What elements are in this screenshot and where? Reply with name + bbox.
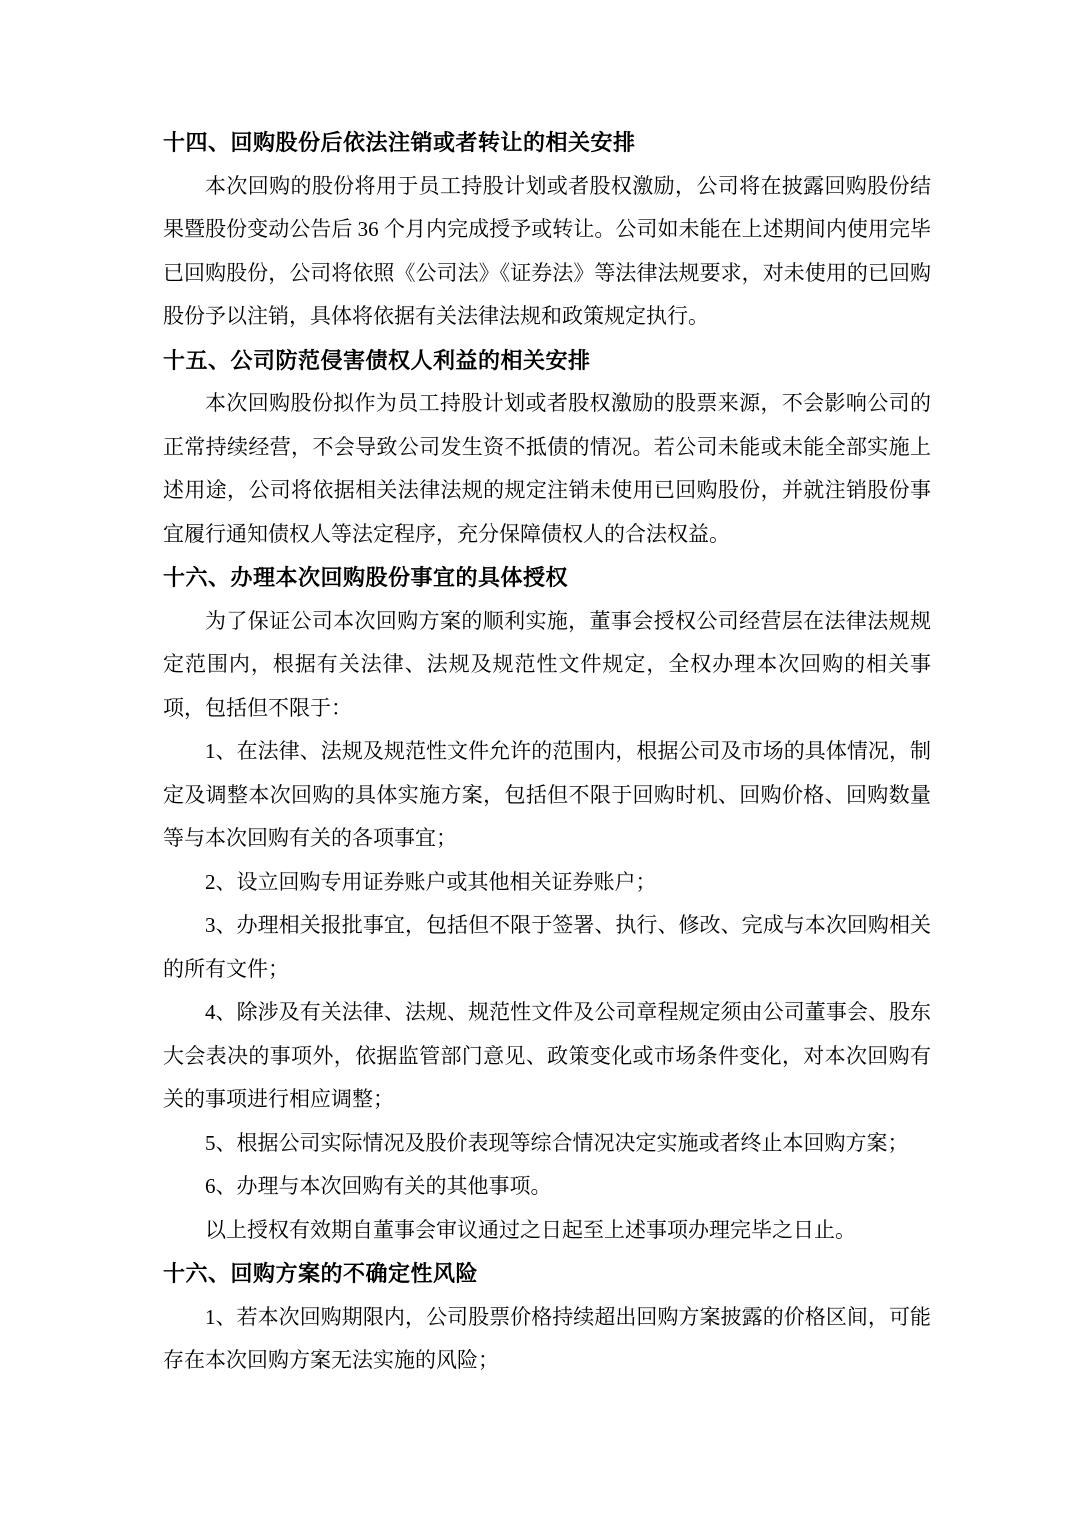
section-14-paragraph: 本次回购的股份将用于员工持股计划或者股权激励，公司将在披露回购股份结果暨股份变动公告后 36 个月内完成授予或转让。公司如未能在上述期间内使用完毕已回购股份，公司将依照《公司法》《证券法》等法律法规要求，对未使用的已回购股份予以注销，具体将依据有关法律法规和政策规定执行。: [163, 173, 931, 328]
section-heading-16-risk: 十六、回购方案的不确定性风险: [163, 1261, 479, 1286]
authorization-item-4: 4、除涉及有关法律、法规、规范性文件及公司章程规定须由公司董事会、股东大会表决的事项外，依据监管部门意见、政策变化或市场条件变化，对本次回购有关的事项进行相应调整；: [163, 1000, 931, 1111]
section-heading-16-authorization: 十六、办理本次回购股份事宜的具体授权: [163, 565, 569, 590]
authorization-item-6: 6、办理与本次回购有关的其他事项。: [205, 1174, 552, 1198]
document-body: [163, 121, 931, 1383]
authorization-validity-paragraph: 以上授权有效期自董事会审议通过之日起至上述事项办理完毕之日止。: [205, 1217, 856, 1242]
authorization-item-1: 1、在法律、法规及规范性文件允许的范围内，根据公司及市场的具体情况，制定及调整本次回购的具体实施方案，包括但不限于回购时机、回购价格、回购数量等与本次回购有关的各项事宜；: [163, 739, 931, 850]
section-16-intro-paragraph: 为了保证公司本次回购方案的顺利实施，董事会授权公司经营层在法律法规规定范围内，根据有关法律、法规及规范性文件规定，全权办理本次回购的相关事项，包括但不限于：: [163, 608, 931, 720]
section-15-paragraph: 本次回购股份拟作为员工持股计划或者股权激励的股票来源，不会影响公司的正常持续经营，不会导致公司发生资不抵债的情况。若公司未能或未能全部实施上述用途，公司将依据相关法律法规的规定注销未使用已回购股份，并就注销股份事宜履行通知债权人等法定程序，充分保障债权人的合法权益。: [163, 391, 931, 546]
risk-item-1: 1、若本次回购期限内，公司股票价格持续超出回购方案披露的价格区间，可能存在本次回购方案无法实施的风险；: [163, 1304, 931, 1372]
section-heading-15: 十五、公司防范侵害债权人利益的相关安排: [163, 347, 591, 373]
section-heading-14: 十四、回购股份后依法注销或者转让的相关安排: [163, 130, 636, 155]
authorization-item-3: 3、办理相关报批事宜，包括但不限于签署、执行、修改、完成与本次回购相关的所有文件；: [163, 913, 931, 981]
authorization-item-5: 5、根据公司实际情况及股价表现等综合情况决定实施或者终止本回购方案；: [205, 1130, 909, 1155]
authorization-item-2: 2、设立回购专用证券账户或其他相关证券账户；: [205, 869, 657, 894]
